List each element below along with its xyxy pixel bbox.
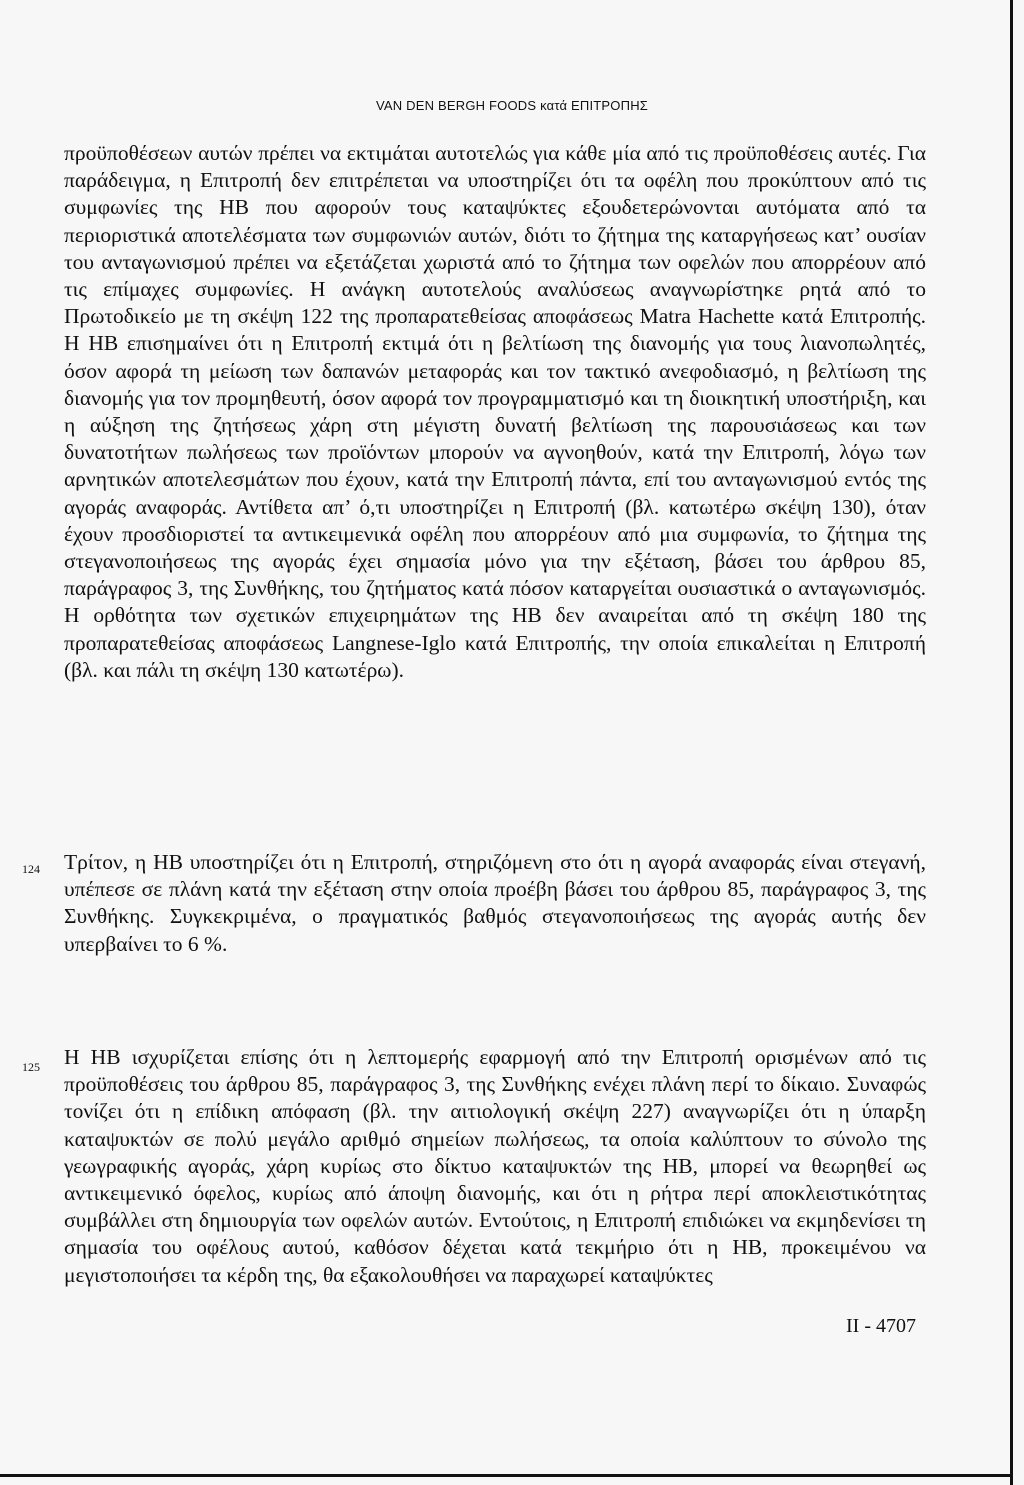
paragraph-text: Τρίτον, η ΗΒ υποστηρίζει ότι η Επιτροπή, στηριζόμενη στο ότι η αγορά αναφοράς είναι στεγανή, υπέπεσε σε πλάνη κατά την εξέταση στην οποία προέβη βάσει του άρθρου 85, παράγραφος 3, της Συνθήκης. Συγκεκριμένα, ο πραγματικός βαθμός στεγανοποιήσεως της αγοράς αυτής δεν υπερβαίνει το 6 %. [64, 850, 926, 956]
paragraph-text: Η ΗΒ ισχυρίζεται επίσης ότι η λεπτομερής εφαρμογή από την Επιτροπή ορισμένων από τις προϋποθέσεις του άρθρου 85, παράγραφος 3, της Συνθήκης ενέχει πλάνη περί το δίκαιο. Συναφώς τονίζει ότι η επίδικη απόφαση (βλ. την αιτιολογική σκέψη 227) αναγνωρίζει ότι η ύπαρξη καταψυκτών σε πολύ μεγάλο αριθμό σημείων πωλήσεως, τα οποία καλύπτουν το σύνολο της γεωγραφικής αγοράς, χάρη κυρίως στο δίκτυο καταψυκτών της ΗΒ, μπορεί να θεωρηθεί ως αντικειμενικό όφελος, κυρίως από άποψη διανομής, και ότι η ρήτρα περί αποκλειστικότητας συμβάλλει στη δημιουργία των οφελών αυτών. Εντούτοις, η Επιτροπή επιδιώκει να εκμηδενίσει τη σημασία του οφέλους αυτού, καθόσον δέχεται κατά τεκμήριο ότι η ΗΒ, προκειμένου να μεγιστοποιήσει τα κέρδη της, θα εξακολουθήσει να παραχωρεί καταψύκτες [64, 1045, 926, 1287]
paragraph-text: προϋποθέσεων αυτών πρέπει να εκτιμάται αυτοτελώς για κάθε μία από τις προϋποθέσεις αυτές. Για παράδειγμα, η Επιτροπή δεν επιτρέπεται να υποστηρίζει ότι τα οφέλη που προκύπτουν από τις συμφωνίες της ΗΒ που αφορούν τους καταψύκτες εξουδετερώνονται αυτόματα από τα περιοριστικά αποτελέσματα των συμφωνιών αυτών, διότι το ζήτημα της καταργήσεως κατ’ ουσίαν του ανταγωνισμού πρέπει να εξετάζεται χωριστά από το ζήτημα των οφελών που απορρέουν από τις επίμαχες συμφωνίες. Η ανάγκη αυτοτελούς αναλύσεως αναγνωρίστηκε ρητά από το Πρωτοδικείο με τη σκέψη 122 της προπαρατεθείσας αποφάσεως Matra Hachette κατά Επιτροπής. Η ΗΒ επισημαίνει ότι η Επιτροπή εκτιμά ότι η βελτίωση της διανομής για τους λιανοπωλητές, όσον αφορά τη μείωση των δαπανών μεταφοράς και τον τακτικό ανεφοδιασμό, η βελτίωση της διανομής για τον προμηθευτή, όσον αφορά τον προγραμματισμό και τη διοικητική υποστήριξη, και η αύξηση της ζητήσεως χάρη στη μέγιστη δυνατή βελτίωση της παρουσιάσεως και των δυνατοτήτων πωλήσεως των προϊόντων μπορούν να αγνοηθούν, κατά την Επιτροπή, λόγω των αρνητικών αποτελεσμάτων που έχουν, κατά την Επιτροπή πάντα, επί του ανταγωνισμού εντός της αγοράς αναφοράς. Αντίθετα απ’ ό,τι υποστηρίζει η Επιτροπή (βλ. κατωτέρω σκέψη 130), όταν έχουν προσδιοριστεί τα αντικειμενικά οφέλη που απορρέουν από μια συμφωνία, το ζήτημα της στεγανοποιήσεως της αγοράς έχει σημασία μόνο για την εξέταση, βάσει του άρθρου 85, παράγραφος 3, της Συνθήκης, του ζητήματος κατά πόσον καταργείται ουσιαστικά ο ανταγωνισμός. Η ορθότητα των σχετικών επιχειρημάτων της ΗΒ δεν αναιρείται από τη σκέψη 180 της προπαρατεθείσας αποφάσεως Langnese-Iglo κατά Επιτροπής, την οποία επικαλείται η Επιτροπή (βλ. και πάλι τη σκέψη 130 κατωτέρω). [64, 141, 926, 682]
paragraph-125 [64, 1044, 926, 1289]
paragraph-number: 125 [22, 1060, 40, 1074]
paragraph-124 [64, 849, 926, 958]
running-header: VAN DEN BERGH FOODS κατά ΕΠΙΤΡΟΠΗΣ [375, 98, 649, 113]
paragraph-number: 124 [22, 862, 40, 876]
right-border-line [1010, 0, 1013, 1485]
paragraph-continued [64, 140, 926, 684]
page-number: II - 4707 [846, 1315, 916, 1337]
bottom-border-line [0, 1474, 1013, 1477]
